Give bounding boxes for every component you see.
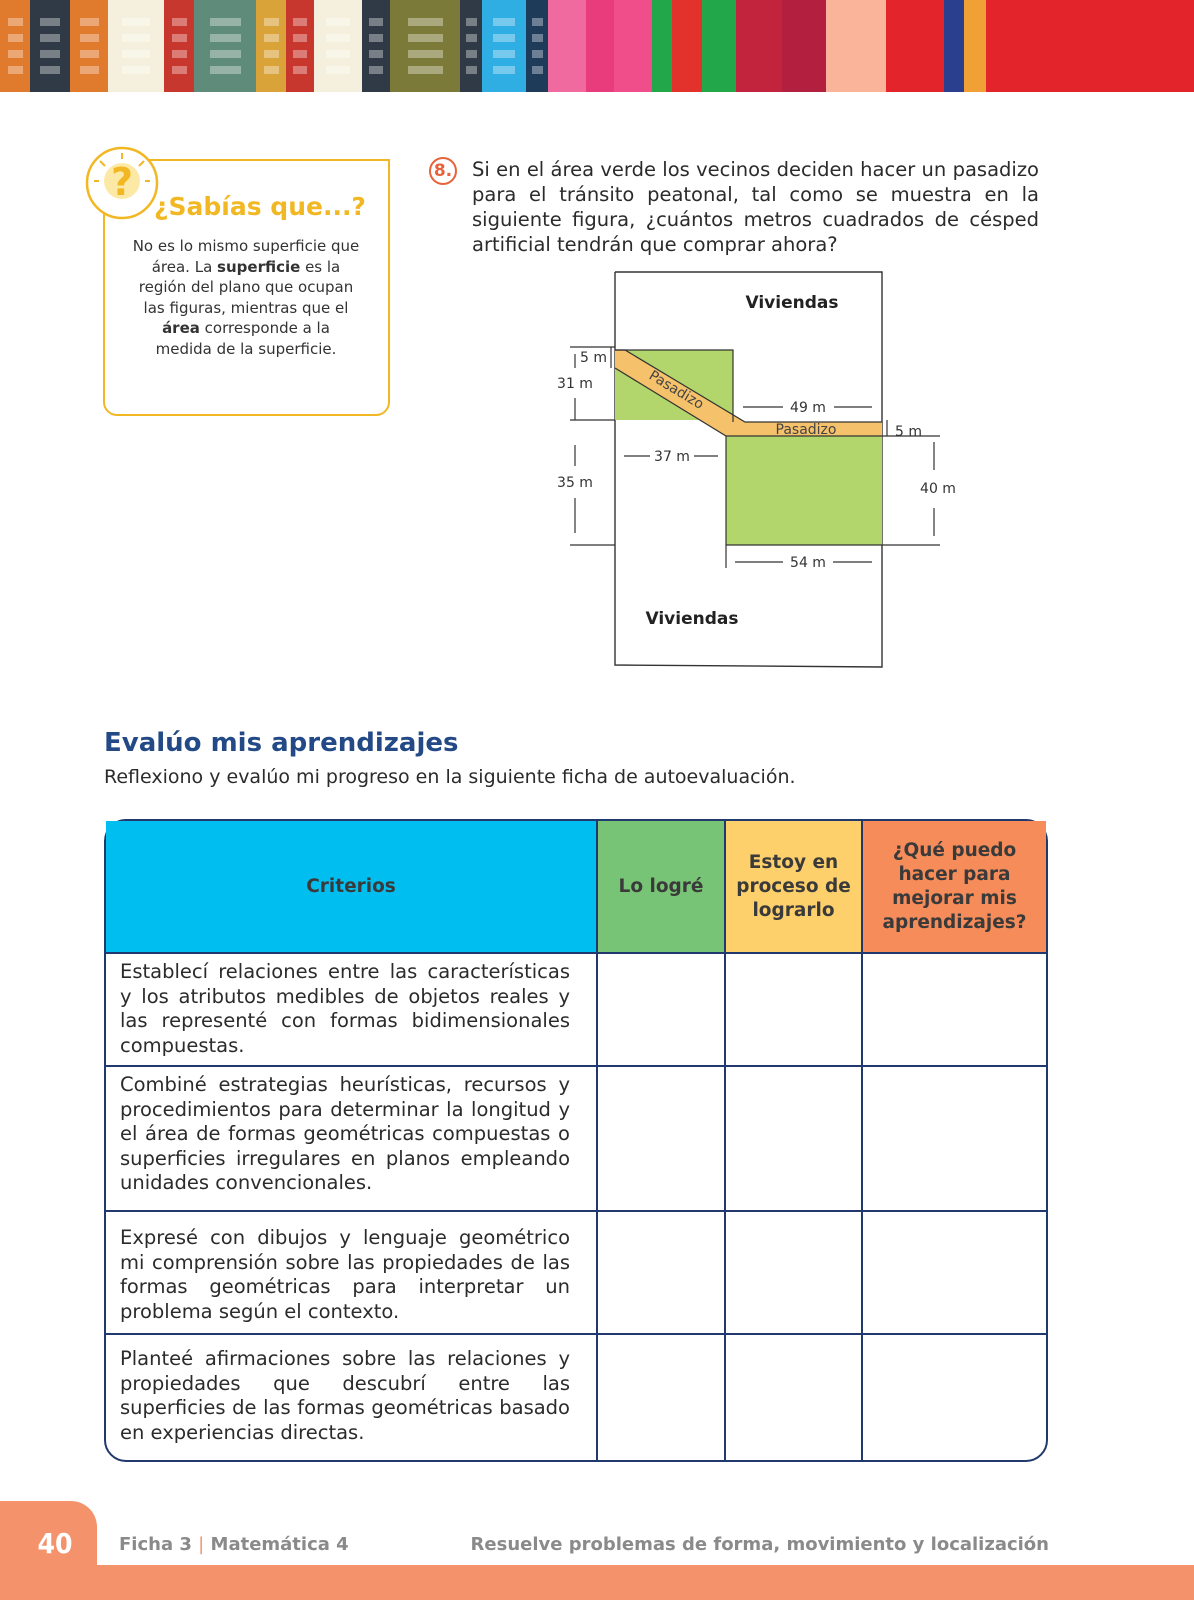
footer-ficha: Ficha 3 | Matemática 4	[119, 1534, 349, 1555]
cell-en-proceso-1[interactable]	[724, 952, 861, 1065]
cell-lo-logre-4[interactable]	[596, 1333, 724, 1460]
criterion-3: Expresé con dibujos y lenguaje geométrico mi comprensión sobre las propiedades de las formas geométricas para interpretar un problema según el contexto.	[106, 1210, 596, 1333]
cell-en-proceso-4[interactable]	[724, 1333, 861, 1460]
header-como-mejorar: ¿Qué puedo hacer para mejorar mis aprendizajes?	[861, 821, 1046, 952]
banner-stripe	[164, 0, 194, 92]
banner-stripe	[256, 0, 286, 92]
criterion-4: Planteé afirmaciones sobre las relaciones y propiedades que descubrí entre las superficies de las formas geométricas basado en experiencias directas.	[106, 1333, 596, 1460]
banner-stripe	[886, 0, 944, 92]
criterion-2: Combiné estrategias heurísticas, recursos y procedimientos para determinar la longitud y el área de formas geométricas compuestas o superficies irregulares en planos empleando unidades convencionales.	[106, 1065, 596, 1210]
banner-stripe	[652, 0, 672, 92]
dim-35m: 35 m	[557, 475, 593, 491]
cell-como-mejorar-2[interactable]	[861, 1065, 1046, 1210]
banner-stripe	[362, 0, 390, 92]
banner-stripe	[482, 0, 526, 92]
dim-49m: 49 m	[790, 400, 826, 416]
page-number: 40	[37, 1527, 73, 1560]
banner-motif	[80, 18, 99, 74]
green-area-lower	[726, 436, 882, 545]
banner-motif	[408, 18, 443, 74]
banner-motif	[172, 18, 187, 74]
dim-54m: 54 m	[790, 555, 826, 571]
decorative-banner	[0, 0, 1194, 92]
evaluation-intro: Reflexiono y evalúo mi progreso en la siguiente ficha de autoevaluación.	[104, 766, 796, 788]
cell-lo-logre-3[interactable]	[596, 1210, 724, 1333]
self-assessment-table	[104, 819, 1048, 1462]
banner-stripe	[548, 0, 586, 92]
cell-lo-logre-1[interactable]	[596, 952, 724, 1065]
cell-en-proceso-3[interactable]	[724, 1210, 861, 1333]
banner-stripe	[0, 0, 30, 92]
dim-37m: 37 m	[654, 449, 690, 465]
header-en-proceso: Estoy en proceso de lograrlo	[724, 821, 861, 952]
question-bulb-icon	[84, 145, 160, 221]
banner-motif	[122, 18, 150, 74]
criterion-1: Establecí relaciones entre las características y los atributos medibles de objetos reales y las representé con formas bidimensionales compuestas.	[106, 952, 596, 1065]
banner-motif	[210, 18, 241, 74]
dim-5m-right: 5 m	[895, 424, 922, 440]
header-criterios: Criterios	[106, 821, 596, 952]
label-pasadizo-horizontal: Pasadizo	[775, 422, 837, 438]
banner-motif	[40, 18, 60, 74]
cell-como-mejorar-3[interactable]	[861, 1210, 1046, 1333]
banner-motif	[466, 18, 477, 74]
banner-stripe	[194, 0, 256, 92]
banner-stripe	[108, 0, 164, 92]
banner-motif	[8, 18, 23, 74]
label-viviendas-bottom: Viviendas	[645, 609, 739, 629]
banner-motif	[326, 18, 350, 74]
banner-stripe	[944, 0, 964, 92]
banner-stripe	[30, 0, 70, 92]
did-you-know-title: ¿Sabías que...?	[154, 192, 366, 221]
banner-stripe	[614, 0, 652, 92]
banner-stripe	[826, 0, 886, 92]
evaluation-title: Evalúo mis aprendizajes	[104, 728, 459, 758]
cell-en-proceso-2[interactable]	[724, 1065, 861, 1210]
plan-figure	[550, 270, 956, 674]
banner-motif	[532, 18, 543, 74]
banner-stripe	[460, 0, 482, 92]
banner-stripe	[390, 0, 460, 92]
banner-motif	[293, 18, 307, 74]
label-pasadizo-diagonal: Pasadizo	[645, 367, 707, 413]
label-viviendas-top: Viviendas	[745, 293, 839, 313]
banner-stripe	[986, 0, 1194, 92]
banner-stripe	[782, 0, 826, 92]
banner-stripe	[526, 0, 548, 92]
svg-text:?: ?	[110, 160, 134, 204]
dim-31m: 31 m	[557, 376, 593, 392]
footer-competence: Resuelve problemas de forma, movimiento y localización	[470, 1534, 1049, 1555]
question-number: 8.	[429, 157, 457, 185]
banner-stripe	[736, 0, 782, 92]
banner-stripe	[586, 0, 614, 92]
dim-40m: 40 m	[920, 481, 956, 497]
dim-5m-left: 5 m	[580, 350, 607, 366]
banner-stripe	[286, 0, 314, 92]
banner-motif	[264, 18, 279, 74]
banner-stripe	[702, 0, 736, 92]
cell-como-mejorar-4[interactable]	[861, 1333, 1046, 1460]
banner-stripe	[672, 0, 702, 92]
cell-como-mejorar-1[interactable]	[861, 952, 1046, 1065]
banner-stripe	[964, 0, 986, 92]
cell-lo-logre-2[interactable]	[596, 1065, 724, 1210]
banner-stripe	[70, 0, 108, 92]
did-you-know-text: No es lo mismo superficie que área. La superficie es la región del plano que ocupan las figuras, mientras que el área corresponde a la medida de la superficie.	[132, 237, 360, 358]
banner-stripe	[314, 0, 362, 92]
question-text: Si en el área verde los vecinos deciden hacer un pasadizo para el tránsito peatonal, tal como se muestra en la siguiente figura, ¿cuántos metros cuadrados de césped artificial tendrán que comprar ahora?	[472, 158, 1039, 256]
footer-bar	[0, 1565, 1194, 1600]
header-lo-logre: Lo logré	[596, 821, 724, 952]
banner-motif	[369, 18, 383, 74]
banner-motif	[493, 18, 515, 74]
